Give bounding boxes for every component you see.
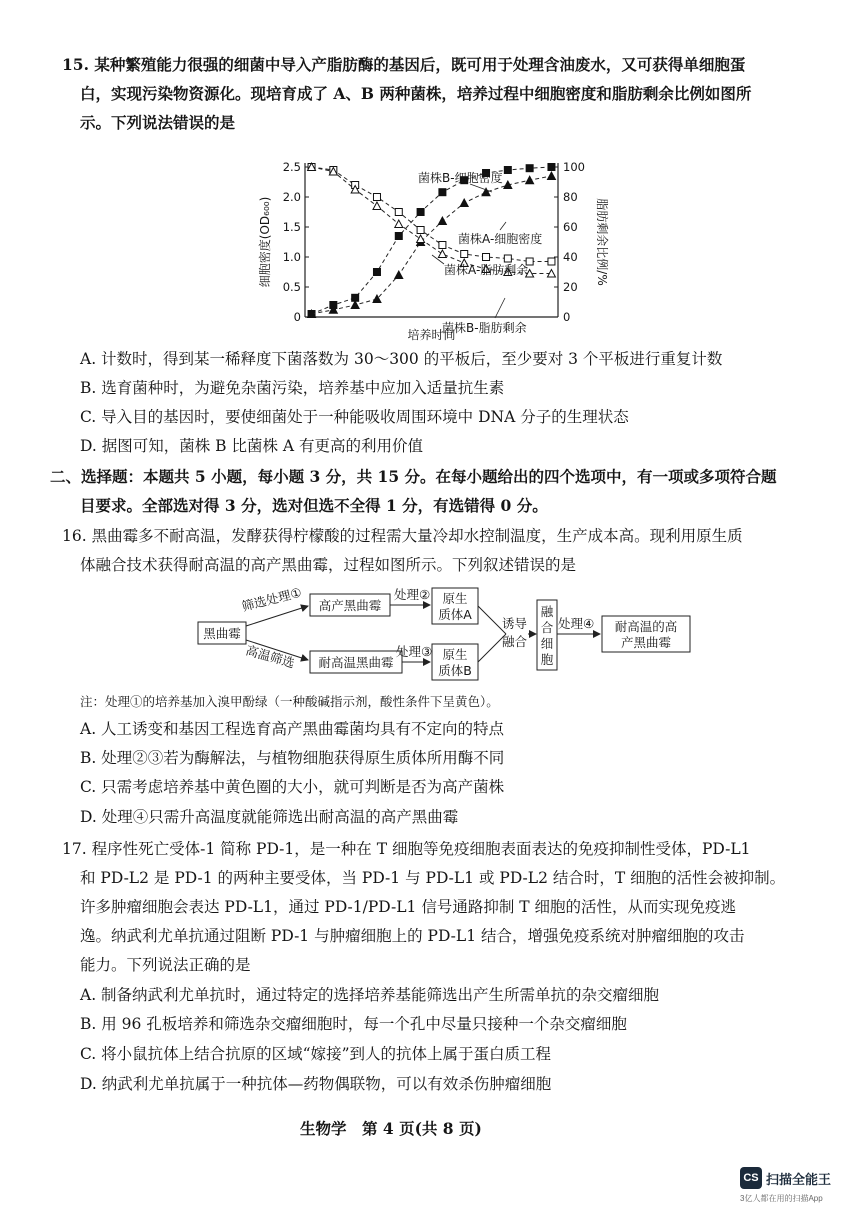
edge-bottom-label: 高温筛选	[244, 642, 297, 671]
q16-stem-line-2: 体融合技术获得耐高温的高产黑曲霉，过程如图所示。下列叙述错误的是	[80, 556, 577, 574]
q17-stem-line-5: 能力。下列说法正确的是	[80, 956, 251, 974]
right-tick-label: 40	[563, 250, 578, 264]
start-label: 黑曲霉	[203, 626, 241, 641]
section2-heading-line-1: 二、选择题：本题共 5 小题，每小题 3 分，共 15 分。在每小题给出的四个选项中，有一项或多项符合题	[50, 467, 777, 486]
watermark-title: 扫描全能王	[766, 1172, 832, 1187]
q15-stem-line-1: 15. 某种繁殖能力很强的细菌中导入产脂肪酶的基因后，既可用于处理含油废水，又可获得单细胞蛋	[62, 55, 746, 74]
induce-l1: 诱导	[502, 616, 528, 631]
series-0-point	[417, 209, 424, 216]
left-tick-label: 0	[293, 310, 301, 324]
q17-stem-line-1: 17. 程序性死亡受体-1 简称 PD-1，是一种在 T 细胞等免疫细胞表面表达的免疫抑制性受体，PD-L1	[62, 840, 751, 858]
q16-option-d: D. 处理④只需升高温度就能筛选出耐高温的高产黑曲霉	[80, 808, 459, 826]
fused-c1: 融	[540, 604, 554, 619]
q16-stem-line-1: 16. 黑曲霉多不耐高温，发酵获得柠檬酸的过程需大量冷却水控制温度，生产成本高。现利用原生质	[62, 527, 743, 545]
series-2-point	[461, 251, 468, 258]
cs-logo-icon: CS	[740, 1167, 762, 1189]
q17-option-a: A. 制备纳武利尤单抗时，通过特定的选择培养基能筛选出产生所需单抗的杂交瘤细胞	[80, 986, 660, 1004]
series-1-point	[547, 172, 555, 180]
series-label-leader	[500, 222, 506, 230]
final-l1: 耐高温的高	[614, 619, 678, 634]
q15-chart	[0, 140, 860, 350]
series-label-leader	[470, 184, 492, 192]
series-2-point	[395, 209, 402, 216]
q15-stem-line-2: 白，实现污染物资源化。现培育成了 A、B 两种菌株，培养过程中细胞密度和脂肪剩余比例如图所	[80, 84, 752, 103]
induce-l2: 融合	[502, 634, 528, 649]
fused-c3: 细	[540, 636, 554, 651]
q16-option-b: B. 处理②③若为酶解法，与植物细胞获得原生质体所用酶不同	[80, 749, 505, 767]
right-tick-label: 0	[563, 310, 571, 324]
q17-option-b: B. 用 96 孔板培养和筛选杂交瘤细胞时，每一个孔中尽量只接种一个杂交瘤细胞	[80, 1015, 627, 1033]
q15-option-b: B. 选育菌种时，为避免杂菌污染，培养基中应加入适量抗生素	[80, 379, 505, 397]
proc4-label: 处理④	[558, 616, 595, 631]
fused-c2: 合	[540, 620, 554, 635]
series-label: 菌株B-脂肪剩余	[442, 321, 527, 335]
protoplast-b-l2: 质体B	[438, 663, 472, 678]
right-tick-label: 100	[563, 160, 585, 174]
series-1-point	[438, 217, 446, 225]
series-2-point	[439, 242, 446, 249]
y-axis-label-left: 细胞密度(OD₆₀₀)	[258, 196, 272, 288]
q17-option-c: C. 将小鼠抗体上结合抗原的区域“嫁接”到人的抗体上属于蛋白质工程	[80, 1045, 552, 1063]
q15-option-a: A. 计数时，得到某一稀释度下菌落数为 30～300 的平板后，至少要对 3 个平板进行重复计数	[80, 350, 723, 368]
watermark-subtitle: 3亿人都在用的扫描App	[740, 1194, 823, 1203]
series-2-point	[504, 255, 511, 262]
series-label: 菌株A-细胞密度	[458, 232, 543, 246]
series-3-point	[373, 202, 381, 210]
scanner-watermark	[740, 1165, 850, 1209]
q15-stem-line-3: 示。下列说法错误的是	[80, 113, 236, 132]
series-3-point	[395, 220, 403, 228]
series-2-point	[373, 194, 380, 201]
q16-option-c: C. 只需考虑培养基中黄色圈的大小，就可判断是否为高产菌株	[80, 778, 505, 796]
edge-top-label: 筛选处理①	[240, 584, 304, 614]
q16-note: 注：处理①的培养基加入溴甲酚绿（一种酸碱指示剂，酸性条件下呈黄色）。	[80, 694, 499, 709]
q17-stem-line-4: 逸。纳武利尤单抗通过阻断 PD-1 与肿瘤细胞上的 PD-L1 结合，增强免疫系统对肿瘤细胞的攻击	[80, 927, 745, 945]
q16-flow-diagram	[0, 580, 860, 690]
q16-option-a: A. 人工诱变和基因工程选育高产黑曲霉菌均具有不定向的特点	[80, 720, 505, 738]
proc2-label: 处理②	[394, 587, 431, 602]
left-tick-label: 1.0	[282, 250, 301, 264]
right-tick-label: 60	[563, 220, 578, 234]
series-label: 菌株A-脂肪剩余	[444, 263, 529, 277]
q15-option-c: C. 导入目的基因时，要使细菌处于一种能吸收周围环境中 DNA 分子的生理状态	[80, 408, 629, 426]
q17-option-d: D. 纳武利尤单抗属于一种抗体—药物偶联物，可以有效杀伤肿瘤细胞	[80, 1075, 552, 1093]
series-1-point	[526, 176, 534, 184]
box-heat-tolerant-label: 耐高温黑曲霉	[318, 655, 394, 670]
series-1-point	[395, 271, 403, 279]
series-0-point	[548, 164, 555, 171]
series-1-point	[351, 301, 359, 309]
section2-heading-line-2: 目要求。全部选对得 3 分，选对但选不全得 1 分，有选错得 0 分。	[80, 496, 548, 515]
q17-stem-line-2: 和 PD-L2 是 PD-1 的两种主要受体，当 PD-1 与 PD-L1 或 PD-L2 结合时，T 细胞的活性会被抑制。	[80, 869, 786, 887]
series-label-leader	[495, 298, 505, 318]
y-axis-label-right: 脂肪剩余比例/%	[595, 198, 609, 286]
left-tick-label: 1.5	[282, 220, 301, 234]
proc3-label: 处理③	[396, 644, 433, 659]
q15-option-d: D. 据图可知，菌株 B 比菌株 A 有更高的利用价值	[80, 437, 424, 455]
q17-stem-line-3: 许多肿瘤细胞会表达 PD-L1，通过 PD-1/PD-L1 信号通路抑制 T 细胞的活性，从而实现免疫逃	[80, 898, 737, 916]
series-0-point	[526, 165, 533, 172]
final-l2: 产黑曲霉	[620, 635, 672, 650]
box-high-yield-label: 高产黑曲霉	[318, 598, 382, 613]
fused-c4: 胞	[540, 652, 554, 667]
series-1-point	[482, 188, 490, 196]
left-tick-label: 2.0	[282, 190, 301, 204]
series-1-point	[460, 199, 468, 207]
protoplast-a-l2: 质体A	[438, 607, 472, 622]
x-axis-label: 培养时间	[407, 328, 456, 342]
right-tick-label: 20	[563, 280, 578, 294]
series-2-point	[483, 254, 490, 261]
series-0-point	[439, 189, 446, 196]
series-2-point	[417, 227, 424, 234]
left-tick-label: 2.5	[282, 160, 301, 174]
series-0-point	[395, 233, 402, 240]
series-0-point	[373, 269, 380, 276]
series-0-point	[504, 167, 511, 174]
page-footer: 生物学 第 4 页(共 8 页)	[300, 1119, 482, 1138]
series-2-point	[548, 258, 555, 265]
left-tick-label: 0.5	[282, 280, 301, 294]
right-tick-label: 80	[563, 190, 578, 204]
protoplast-a-l1: 原生	[442, 591, 468, 606]
protoplast-b-l1: 原生	[442, 647, 468, 662]
series-label: 菌株B-细胞密度	[418, 171, 503, 185]
series-3-point	[438, 250, 446, 258]
